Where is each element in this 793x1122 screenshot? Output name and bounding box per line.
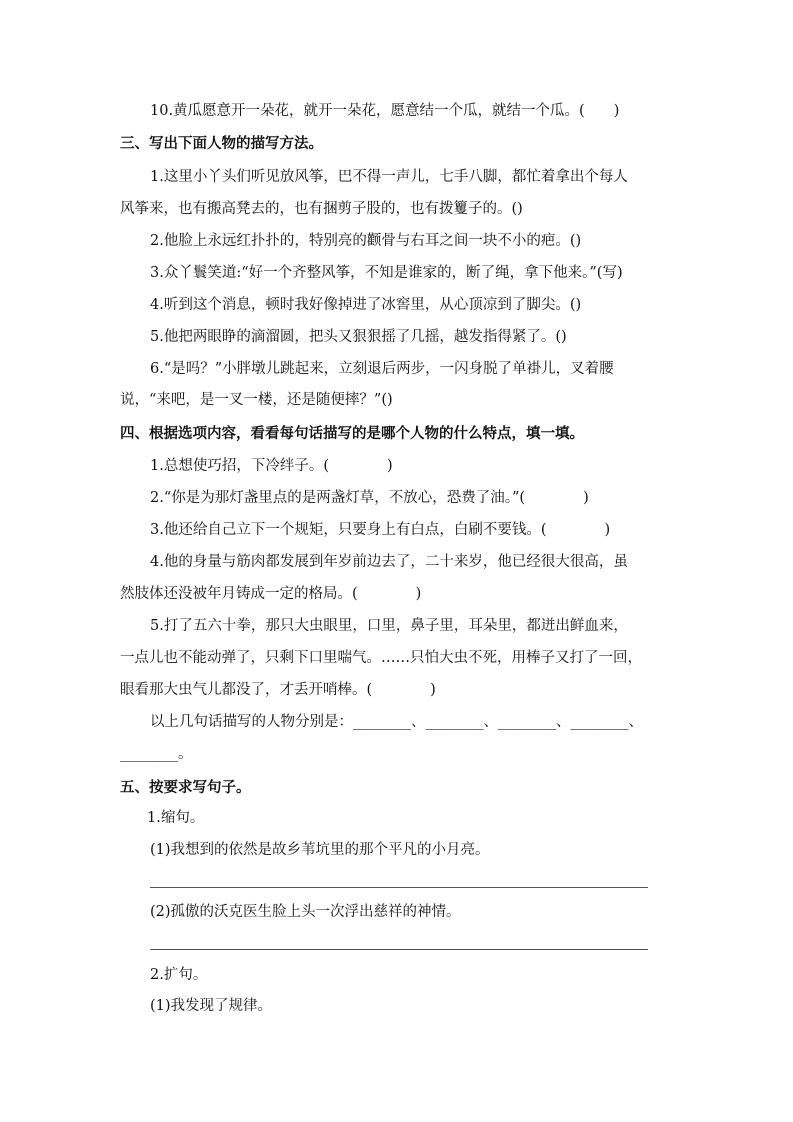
answer-line-1[interactable]	[150, 887, 648, 888]
question-4-1-line-1: 1.这里小丫头们听见放风筝，巴不得一声儿，七手八脚，都忙着拿出个每人	[150, 169, 628, 185]
task-2-item-1: (1)我发现了规律。	[150, 998, 273, 1014]
question-4-6-line-1: 6.“是吗？”小胖墩儿跳起来，立刻退后两步，一闪身脱了单褂儿，叉着腰	[150, 361, 614, 377]
summary-line-2: ________。	[120, 746, 193, 762]
section-3-heading: 三、写出下面人物的描写方法。	[120, 136, 323, 152]
question-5-3: 3.他还给自己立下一个规矩，只要身上有白点，白刷不要钱。( )	[150, 522, 611, 538]
task-1-item-1: (1)我想到的依然是故乡苇坑里的那个平凡的小月亮。	[150, 842, 490, 858]
question-5-2: 2.“你是为那灯盏里点的是两盏灯草，不放心，恐费了油。”( )	[150, 490, 589, 506]
question-5-4-line-1: 4.他的身量与筋肉都发展到年岁前边去了，二十来岁，他已经很大很高，虽	[150, 554, 628, 570]
question-5-1: 1.总想使巧招，下冷绊子。( )	[150, 458, 393, 474]
question-5-5-line-3: 眼看那大虫气儿都没了，才丢开哨棒。( )	[120, 682, 436, 698]
question-4-1-line-2: 风筝来，也有搬高凳去的，也有捆剪子股的，也有拨籰子的。()	[120, 201, 523, 217]
section-5-heading: 五、按要求写句子。	[120, 780, 251, 796]
task-1-label: 1.缩句。	[147, 810, 205, 826]
question-4-3: 3.众丫鬟笑道:“好一个齐整风筝，不知是谁家的，断了绳，拿下他来。”(写)	[150, 265, 623, 281]
answer-line-2[interactable]	[150, 949, 648, 950]
question-3-10: 10.黄瓜愿意开一朵花，就开一朵花，愿意结一个瓜，就结一个瓜。( )	[150, 103, 620, 119]
question-4-6-line-2: 说，“来吧，是一叉一楼，还是随便摔？”()	[120, 392, 393, 408]
question-4-5: 5.他把两眼睁的滴溜圆，把头又狠狠摇了几摇，越发指得紧了。()	[150, 329, 567, 345]
summary-line-1: 以上几句话描写的人物分别是：________、________、________、________、	[150, 714, 643, 730]
question-4-2: 2.他脸上永远红扑扑的，特别亮的颧骨与右耳之间一块不小的疤。()	[150, 233, 582, 249]
question-5-4-line-2: 然肢体还没被年月铸成一定的格局。( )	[120, 586, 422, 602]
task-2-label: 2.扩句。	[150, 967, 208, 983]
question-5-5-line-1: 5.打了五六十拳，那只大虫眼里，口里，鼻子里，耳朵里，都迸出鲜血来，	[150, 618, 628, 634]
task-1-item-2: (2)孤傲的沃克医生脸上头一次浮出慈祥的神情。	[150, 904, 461, 920]
question-5-5-line-2: 一点儿也不能动弹了，只剩下口里喘气。……只怕大虫不死，用棒子又打了一回，	[120, 650, 642, 666]
section-4-heading: 四、根据选项内容，看看每句话描写的是哪个人物的什么特点，填一填。	[120, 426, 584, 442]
question-4-4: 4.听到这个消息，顿时我好像掉进了冰窖里，从心顶凉到了脚尖。()	[150, 297, 582, 313]
